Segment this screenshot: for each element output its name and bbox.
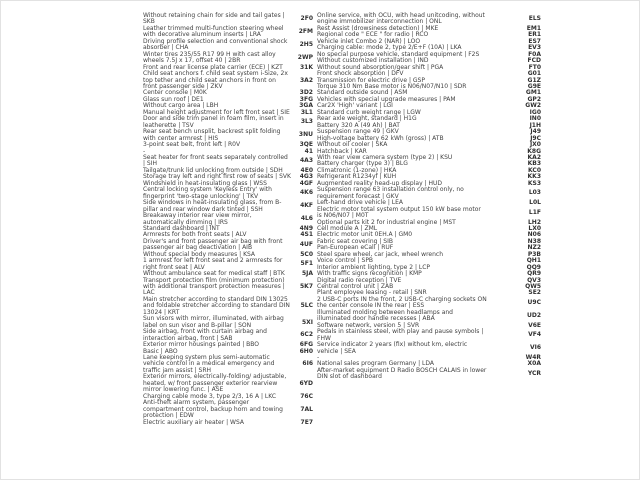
option-description: Plant employee leasing - retail | SNR — [317, 289, 427, 297]
option-description: Driving profile selection and conventional shock absorber | CHA — [143, 37, 288, 52]
option-code: 4KF — [300, 202, 313, 210]
option-code: K8G — [527, 147, 541, 155]
option-description: No special purpose vehicle, standard equipment | F2S — [317, 50, 480, 58]
option-description: Exterior mirrors, electrically-folding/ adjustable, heated, w/ front passenger exterior rearview mirror lowering func. | ASE — [143, 373, 287, 394]
option-description: Regional code " ECE " for radio | RCO — [317, 31, 429, 39]
option-description: Left-hand drive vehicle | LEA — [317, 199, 403, 207]
option-code: P3B — [527, 250, 541, 258]
option-code: 3A2 — [300, 76, 313, 84]
option-row — [143, 13, 313, 26]
option-description: Manual height adjustment for left front seat | SIE — [143, 108, 290, 116]
option-code: 6C2 — [300, 331, 313, 339]
option-description: With rear view camera system (type 2) | KSU — [317, 153, 453, 161]
option-code: 4G3 — [299, 173, 313, 181]
option-code: 31K — [300, 63, 313, 71]
option-code: 4L6 — [300, 215, 313, 223]
option-description: Online service, with OCU, with head unitcoding, without engine immobilizer interconnection | ONL — [317, 12, 485, 26]
option-description: Windshield in heat-insulating glass | WSS — [143, 179, 267, 187]
option-description: Transport protection film (minimum protection) with additional transport protection measures | LAC — [143, 276, 285, 297]
option-description: Interior ambient lighting, type 2 | LCP — [317, 263, 431, 271]
option-description: Digital radio reception | TVE — [317, 276, 402, 284]
option-description: Battery charger (type 3) | BLG — [317, 160, 408, 168]
option-description: Lane keeping system plus semi-automatic vehicle control in a medical emergency and traffic jam assist | SRH — [143, 354, 275, 374]
option-code: 41 — [304, 147, 313, 155]
option-description: Refrigerant R1234yf | KUH — [317, 173, 397, 181]
option-code: 3GA — [299, 102, 313, 110]
option-code: J49 — [530, 128, 541, 136]
option-description: Charging cable mode 3, type 2/3, 16 A | LKC — [143, 392, 277, 400]
option-code: 3NU — [298, 131, 313, 139]
option-code: 2FM — [298, 28, 313, 36]
option-code: U9C — [527, 299, 541, 307]
option-description: Winter tires 235/55 R17 99 H with cast alloy wheels 7.5J x 17, offset 40 | 2BR — [143, 50, 276, 65]
option-code: 3D2 — [299, 89, 313, 97]
option-code: 5F1 — [300, 260, 313, 268]
option-description: Tailgate/trunk lid unlocking from outside | SDH — [143, 166, 283, 174]
option-code: GP2 — [527, 95, 541, 103]
option-description: Transmission for electric drive | GSP — [317, 76, 425, 84]
option-row — [143, 52, 313, 65]
option-code: KA2 — [527, 153, 541, 161]
option-code: 5C0 — [300, 250, 313, 258]
option-code: GW2 — [525, 102, 541, 110]
option-row — [143, 374, 313, 393]
option-description: National sales program Germany | LDA — [317, 360, 434, 368]
option-code: KS3 — [527, 179, 541, 187]
option-description: 3-point seat belt, front left | R0V — [143, 141, 241, 149]
option-description: Side airbag, front with curtain airbag and interaction airbag, front | SAB — [143, 328, 267, 342]
option-code: 4GF — [299, 179, 313, 187]
option-row — [143, 400, 313, 419]
option-code: 3FG — [299, 95, 313, 103]
option-description: Child seat anchors f. child seat system i-Size, 2x top tether and child seat anchors in front on front passenger side | ZKV — [143, 70, 288, 90]
option-description: Standard dashboard | INT — [143, 224, 220, 232]
option-row — [317, 368, 541, 381]
option-description: - — [317, 354, 320, 362]
option-code: 6I6 — [302, 360, 313, 368]
option-code: ER1 — [528, 31, 541, 39]
option-code: 5JA — [301, 270, 313, 278]
option-description: Without special body measures | KSA — [143, 250, 256, 258]
option-code: 3L1 — [300, 108, 313, 116]
option-description: Front and rear license plate carrier (ECE) | KZT — [143, 63, 283, 71]
option-description: Battery 320 A (49 Ah) | BAT — [317, 121, 400, 129]
option-code: J9C — [530, 134, 541, 142]
option-description: Without ambulance seat for medical staff | BTK — [143, 270, 285, 278]
option-description: Center console | M0K — [143, 89, 207, 97]
option-code: QR9 — [527, 270, 541, 278]
option-description: Suspension range 63 installation control only, no requirement forecast | GKV — [317, 186, 464, 200]
option-description: Exterior mirror housings painted | BBO — [143, 341, 260, 349]
option-code: IN0 — [529, 115, 541, 123]
option-description: 2 USB-C ports IN the front, 2 USB-C charging sockets ON the center console IN the rear | ESS — [317, 295, 487, 310]
option-code: F0A — [528, 50, 541, 58]
option-row — [317, 310, 541, 323]
option-description: Charging cable: mode 2, type 2/E+F (10A) | LKA — [317, 44, 462, 52]
option-row — [143, 71, 313, 90]
option-description: Seat heater for front seats separately controlled | SIH — [143, 153, 288, 168]
option-description: Sun visors with mirror, illuminated, with airbag label on sun visor and B-pillar | SON — [143, 315, 284, 329]
option-description: Electric auxiliary air heater | WSA — [143, 418, 244, 426]
option-code: 2WP — [297, 53, 313, 61]
option-description: Without oil cooler | SKA — [317, 141, 388, 149]
option-code: 6H0 — [299, 347, 313, 355]
option-code: L03 — [528, 189, 541, 197]
option-description: Rear axle weight, standard | H1G — [317, 115, 417, 123]
option-code: 4UF — [299, 241, 313, 249]
option-code: 5LC — [300, 302, 313, 310]
option-row — [143, 420, 313, 426]
option-code: ELS — [528, 15, 541, 23]
option-description: Torque 310 Nm Base motor is N06/N07/N10 | SDR — [317, 82, 467, 90]
option-code: 4A3 — [300, 157, 313, 165]
option-description: Software network, version 5 | SVR — [317, 321, 420, 329]
option-description: Without retaining chain for side and tail gates | SKB — [143, 12, 285, 26]
option-code: FT0 — [528, 63, 541, 71]
option-description: Armrests for both front seats | ALV — [143, 231, 247, 239]
option-code: 6FG — [299, 341, 313, 349]
option-description: Cell module A | ZML — [317, 224, 378, 232]
option-row — [143, 26, 313, 39]
option-code: 5XI — [301, 318, 313, 326]
option-description: Rest Assist (drowsiness detection) | MKE — [317, 24, 439, 32]
option-description: Electric motor total system output 150 kW base motor is N06/N07 | M0T — [317, 205, 481, 220]
option-code: 4N9 — [299, 224, 313, 232]
option-code: L0L — [529, 199, 541, 207]
option-code: KB3 — [527, 160, 541, 168]
option-description: Fabric seat covering | SIB — [317, 237, 393, 245]
option-description: Electric motor unit 0EH.A | GM0 — [317, 231, 413, 239]
option-code: 3L3 — [300, 118, 313, 126]
option-code: VI6 — [529, 344, 541, 352]
option-code: N38 — [527, 237, 541, 245]
option-description: Standard curb weight range | LGW — [317, 108, 421, 116]
option-description: Leather trimmed multi-function steering wheel with decorative aluminum inserts | LRA — [143, 24, 284, 39]
option-description: Front shock absorption | DFV — [317, 70, 404, 78]
option-description: Service indicator 2 years (fix) without km, electric vehicle | SEA — [317, 341, 468, 355]
option-description: After-market equipment D Radio BOSCH CALAIS in lower DIN slot of dashboard — [317, 366, 487, 381]
option-code: 7E7 — [300, 418, 313, 426]
option-code: QH1 — [526, 257, 541, 265]
option-code: 6YD — [299, 379, 313, 387]
option-code: X0A — [527, 360, 541, 368]
option-code: QV3 — [527, 276, 541, 284]
option-code: YCR — [527, 370, 541, 378]
option-description: Without cargo area | LBH — [143, 102, 219, 110]
option-description: Central locking system 'Keyless Entry' with fingerprint 'two-stage unlocking' | TKV — [143, 186, 272, 200]
option-row — [143, 239, 313, 252]
option-code: 4E0 — [300, 166, 313, 174]
option-code: 76C — [300, 392, 313, 400]
option-code: G01 — [527, 70, 541, 78]
option-description: Optional parts kit 2 for industrial engine | MST — [317, 218, 456, 226]
option-description: Car2X 'High' variant | LGI — [317, 102, 393, 110]
option-description: Hatchback | KAR — [317, 147, 367, 155]
option-code: FCD — [527, 57, 541, 65]
option-description: Climatronic (1-zone) | HKA — [317, 166, 397, 174]
option-code: GM1 — [525, 89, 541, 97]
option-description: Central control unit | ZAB — [317, 283, 394, 291]
option-code: LX0 — [528, 224, 541, 232]
option-description: Anti-theft alarm system, passenger compartment control, backup horn and towing protection | EDW — [143, 399, 283, 420]
option-description: Rear seat bench unsplit, backrest split folding with center armrest | HIS — [143, 128, 281, 142]
option-description: Main stretcher according to standard DIN 13025 and foldable stretcher according to standard DIN 13024 | KRT — [143, 295, 290, 316]
option-description: Vehicles with special upgrade measures | PAM — [317, 95, 456, 103]
option-description: Pedals in stainless steel, with play and pause symbols | FHW — [317, 328, 484, 342]
option-code: JX0 — [529, 141, 541, 149]
option-description: Driver's and front passenger air bag with front passenger air bag deactivation | AIB — [143, 237, 283, 252]
option-row — [143, 155, 313, 168]
option-row — [317, 13, 541, 26]
option-description: Vehicle inlet Combo 2 (NAR) | LOO — [317, 37, 421, 45]
option-description: Voice control | SPB — [317, 257, 374, 265]
option-code: IG0 — [529, 108, 541, 116]
option-description: Without customized installation | IND — [317, 57, 429, 65]
option-row — [143, 355, 313, 374]
option-description: 1 armrest for left front seat and 2 armrests for right front seat | ALV — [143, 257, 283, 271]
option-description: Steel spare wheel, car jack, wheel wrench — [317, 250, 444, 258]
option-code: KC0 — [528, 166, 541, 174]
option-description: Glass sun roof | DE1 — [143, 95, 204, 103]
option-code: 3QE — [299, 141, 313, 149]
option-code: QQ9 — [526, 263, 541, 271]
option-row — [317, 297, 541, 310]
option-row — [143, 278, 313, 297]
option-code: NZ2 — [527, 244, 541, 252]
option-code: KK3 — [527, 173, 541, 181]
option-code: ES7 — [528, 37, 541, 45]
option-description: - — [143, 147, 146, 155]
option-code: 2H5 — [299, 41, 313, 49]
option-code: QW5 — [525, 283, 541, 291]
option-code: 4K6 — [300, 189, 313, 197]
option-row — [317, 342, 541, 355]
option-row — [143, 297, 313, 316]
option-description: Basic | ABO — [143, 347, 178, 355]
option-code: SE2 — [528, 289, 541, 297]
option-description: Pan-European eCall | RUF — [317, 244, 394, 252]
option-code: J1H — [529, 121, 541, 129]
option-description: Without sound absorption/gear shift | PGA — [317, 63, 444, 71]
option-code: 5K7 — [300, 283, 313, 291]
option-code: L1F — [528, 208, 541, 216]
option-description: Suspension range 49 | GKV — [317, 128, 399, 136]
option-code: V6E — [528, 321, 541, 329]
option-description: High-voltage battery 62 kWh (gross) | ATB — [317, 134, 444, 142]
options-column-right — [317, 13, 541, 381]
option-description: Breakaway interior rear view mirror, automatically dimming | IRS — [143, 212, 252, 226]
option-code: G9E — [527, 82, 541, 90]
option-description: With traffic signs recognition | KMP — [317, 270, 422, 278]
option-code: EM1 — [526, 24, 541, 32]
option-code: EV3 — [528, 44, 541, 52]
option-description: Augmented reality head-up display | HUD — [317, 179, 442, 187]
option-description: Door and side trim panel in foam film, insert in leatherette | TSV — [143, 115, 284, 129]
option-code: VF4 — [528, 331, 541, 339]
option-description: Illuminated molding between headlamps and illuminated door handle recesses | ABA — [317, 308, 453, 323]
options-column-left — [143, 13, 313, 426]
option-code: UD2 — [526, 312, 541, 320]
option-code: 4S1 — [300, 231, 313, 239]
option-description: Side windows in heat-insulating glass, from B-pillar and rear window dark tinted | SSH — [143, 199, 282, 213]
option-description: Storage tray left and right first row of seats | SVK — [143, 173, 291, 181]
option-code: 2F0 — [300, 15, 313, 23]
option-code: LH2 — [527, 218, 541, 226]
option-code: W4R — [525, 354, 541, 362]
option-row — [317, 207, 541, 220]
option-code: 7AL — [300, 405, 313, 413]
option-code: G1Z — [527, 76, 541, 84]
option-row — [143, 39, 313, 52]
option-description: Standard outside sound | ASM — [317, 89, 408, 97]
option-code: N06 — [527, 231, 541, 239]
